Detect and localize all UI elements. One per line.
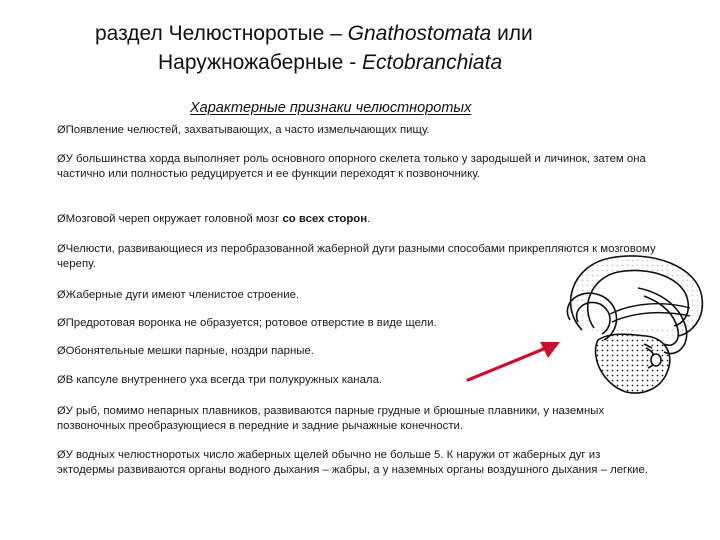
- bullet-arrow-icon: Ø: [57, 317, 66, 329]
- bullet-item: [57, 448, 657, 478]
- bullet-arrow-icon: Ø: [57, 153, 66, 165]
- bullet-item: [57, 123, 657, 138]
- bullet-item: [57, 152, 662, 182]
- bullet-text: Жаберные дуги имеют членистое строение.: [65, 289, 300, 301]
- slide-title-line-2: [158, 51, 502, 75]
- section-subtitle: Характерные признаки челюстноротых: [190, 100, 472, 116]
- bullet-arrow-icon: Ø: [57, 405, 66, 417]
- bullet-text: У большинства хорда выполняет роль основного опорного скелета только у зародышей и личинок, затем она частично или полностью редуцируется и ее функции переходят к позвоночнику.: [57, 153, 646, 181]
- slide-title-line-1: [95, 22, 533, 46]
- title-suffix: или: [491, 22, 533, 45]
- bullet-text: Появление челюстей, захватывающих, а часто измельчающих пищу.: [65, 124, 430, 136]
- bullet-arrow-icon: Ø: [57, 345, 66, 357]
- title-prefix-2: Наружножаберные -: [158, 51, 363, 74]
- bullet-arrow-icon: Ø: [57, 124, 66, 136]
- bullet-text: Обонятельные мешки парные, ноздри парные.: [65, 345, 314, 357]
- bullet-text-end: .: [367, 213, 371, 225]
- bullet-item: [57, 212, 657, 227]
- bullet-item: [57, 404, 669, 434]
- bullet-text: Челюсти, развивающиеся из перобразованной жаберной дуги разными способами прикрепляются к мозговому черепу.: [57, 243, 656, 271]
- bullet-arrow-icon: Ø: [57, 243, 66, 255]
- bullet-arrow-icon: Ø: [57, 289, 66, 301]
- bullet-arrow-icon: Ø: [57, 213, 66, 225]
- bullet-bold-text: со всех сторон: [282, 213, 368, 225]
- bullet-item: [57, 288, 537, 303]
- bullet-arrow-icon: Ø: [57, 374, 66, 386]
- inner-ear-illustration-icon: [540, 248, 710, 396]
- bullet-arrow-icon: Ø: [57, 449, 66, 461]
- title-latin-name: Gnathostomata: [347, 22, 492, 45]
- title-latin-name-2: Ectobranchiata: [362, 51, 503, 74]
- title-prefix: раздел Челюстноротые –: [95, 22, 348, 45]
- bullet-text: Предротовая воронка не образуется; ротовое отверстие в виде щели.: [65, 317, 437, 329]
- bullet-text: Мозговой череп окружает головной мозг: [65, 213, 283, 225]
- bullet-text: В капсуле внутреннего уха всегда три полукружных канала.: [65, 374, 383, 386]
- bullet-text: У рыб, помимо непарных плавников, развиваются парные грудные и брюшные плавники, у наземных позвоночных преобразующиеся в передние и задние рычажные конечности.: [57, 405, 605, 433]
- bullet-text: У водных челюстноротых число жаберных щелей обычно не больше 5. К наружи от жаберных дуг из эктодермы развиваются органы водного дыхания – жабры, а у наземных органы воздушного дыхания – легкие.: [57, 449, 649, 477]
- bullet-item: [57, 316, 537, 331]
